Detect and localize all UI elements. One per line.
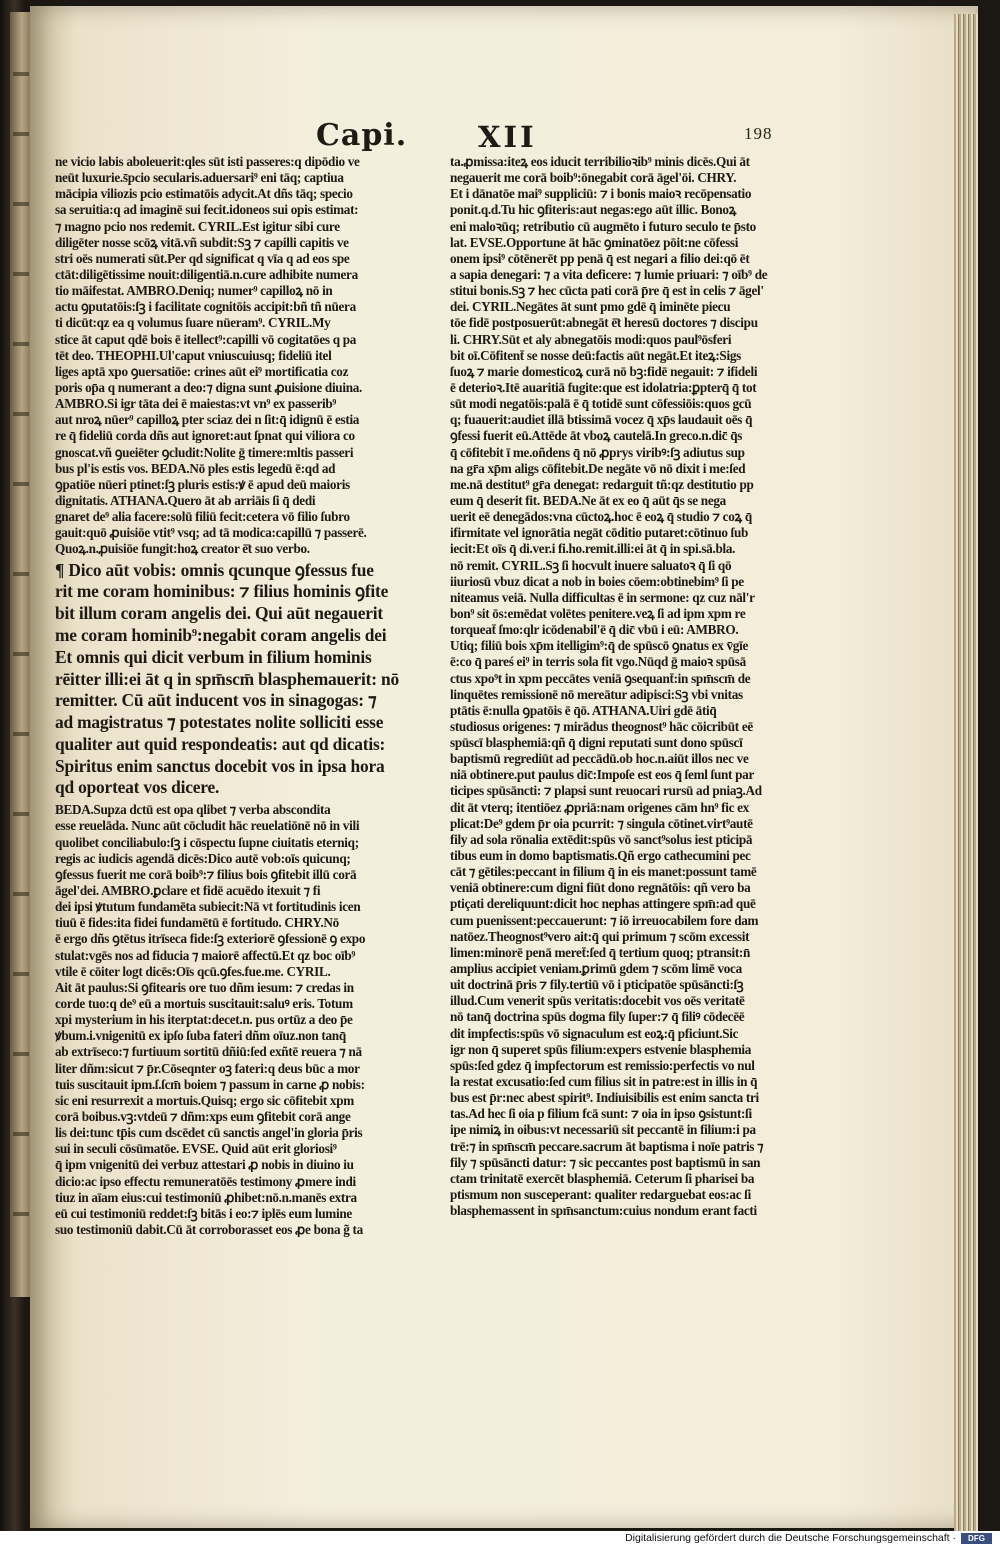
text-line: lis dei:tunc tp̄is cum dscēdet cū sanctis angel'in gloria p̄ris bbox=[55, 1125, 363, 1141]
text-line: ꝟbum.i.vnigenitū ex ipſo ſuba fateri dñm oīuz.non tanq̄ bbox=[55, 1028, 346, 1044]
text-line: onem ipsi⁹ cōtēnerēt pp penā q̄ est negari a filio dei:qō ēt bbox=[450, 250, 750, 266]
text-line: stice āt caput qdē bois ē itellect⁹:capilli vō cogitatōes q pa bbox=[55, 331, 357, 347]
text-line: lat. EVSE.Opportune āt hāc ꝯminatōez pōit:ne cōfessi bbox=[450, 234, 739, 250]
text-line: ⁊ magno pcio nos redemit. CYRIL.Est igitur sibi cure bbox=[55, 218, 340, 234]
commentary-block-lower bbox=[55, 802, 433, 1238]
text-line: dei. CYRIL.Negātes āt sunt pmo gdē q̄ iminēte piecu bbox=[450, 299, 731, 315]
text-line: tibus eum in domo baptismatis.Qñ ergo cathecumini pec bbox=[450, 848, 751, 864]
text-line: ē:co q̄ pareś ei⁹ in terris sola fit vgo.Nūqd ḡ maioꝛ spūsā bbox=[450, 654, 746, 670]
text-line: ticipes spūsāncti: ⁊ plapsi sunt reuocari rursū ad pniaꝫ.Ad bbox=[450, 783, 762, 799]
text-line: ti dicūt:qz ea q volumus ſuare nūeram⁹. CYRIL.My bbox=[55, 315, 331, 331]
digitization-footer bbox=[0, 1531, 1000, 1547]
text-line: dignitatis. ATHANA.Quero āt ab arriāis ſi q̄ dedi bbox=[55, 492, 316, 508]
dfg-logo: DFG bbox=[961, 1533, 992, 1544]
text-line: fily ad sola rōnalia extēdit:spūs vō sanct⁹solus iest pticipā bbox=[450, 831, 753, 847]
text-line: ē deterioꝛ.Itē auaritiā fugite:que est idolatria:ꝑpterq̄ q̄ tot bbox=[450, 379, 757, 395]
gospel-line: Et omnis qui dicit verbum in filium hominis bbox=[55, 646, 372, 667]
text-line: tōe fidē postposuerūt:abnegāt ē̄t heresū doctores ⁊ discipu bbox=[450, 315, 758, 331]
text-line: stitui bonis.Sꝫ ⁊ hec cūcta pati corā p̄re q̄ est in celis ⁊ āgel' bbox=[450, 283, 764, 299]
gospel-line: bit illum coram angelis dei. Qui aūt negauerit bbox=[55, 603, 383, 624]
text-line: cāt ⁊ gētiles:peccant in filium q̄ in eis manet:possunt tamē bbox=[450, 864, 757, 880]
text-line: ſuoꝝ ⁊ marie domesticoꝝ curā nō bꝫ:fidē negauit: ⁊ ifideli bbox=[450, 363, 758, 379]
text-line: re q̄ fideliū corda dñs aut ignoret:aut ſpnat qui viliora co bbox=[55, 428, 355, 444]
text-line: q; fuauerit:audiet illā btissimā vocez q̄ xp̄s laudauit oēs q̄ bbox=[450, 412, 753, 428]
running-head bbox=[30, 118, 978, 158]
text-line: dit āt vterq; itentiōez ꝓpriā:nam origenes cām hn⁹ fic ex bbox=[450, 799, 749, 815]
text-line: sic eni resurrexit a mortuis.Quisq; ergo sic cōfitebit xpm bbox=[55, 1092, 354, 1108]
text-line: niteamus veiā. Nulla difficultas ē in sermone: qz cuz nāl'r bbox=[450, 589, 755, 605]
text-line: veniā obtinere:cum digni fiūt dono regnātōis: qñ vero ba bbox=[450, 880, 751, 896]
text-line: BEDA.Supza dctū est opa qlibet ⁊ verba abscondita bbox=[55, 802, 331, 818]
text-line: stulat:vgēs nos ad fiducia ⁊ maiorē affectū.Et qz boc oīb⁹ bbox=[55, 947, 356, 963]
text-line: cum puenissent:peccauerunt: ⁊ iō irreuocabilem fore dam bbox=[450, 912, 759, 928]
text-line: gauit:quō ꝓuisiōe vtit⁹ vsq; ad tā modica:capillū ⁊ passerē. bbox=[55, 525, 367, 541]
text-line: eni maloꝛūq; retributio cū augmēto i futuro seculo te p̄sto bbox=[450, 218, 756, 234]
text-line: q̄ cōfitebit ī me.oñdens q̄ nō ꝓprys viribꝰ:ſꝫ adiutus sup bbox=[450, 444, 745, 460]
book-page bbox=[30, 6, 978, 1528]
text-line: niā obtinere.put paulus dic̄:Impoſe est eos q̄ ſeml ſunt par bbox=[450, 767, 755, 783]
text-line: nō remit. CYRIL.Sꝫ ſi hocvult inuere saluatoꝛ q̄ ſi qō bbox=[450, 557, 732, 573]
gospel-line: me coram hominib⁹:negabit coram angelis dei bbox=[55, 624, 387, 645]
text-line: la restat excusatio:ſed cum filius sit in patre:est in illis in q̄ bbox=[450, 1074, 758, 1090]
gospel-line: rit me coram hominibus: ⁊ filius hominis ꝯfite bbox=[55, 581, 389, 602]
text-line: bus est p̄r:nec abest spirit⁹. Indiuisibilis est enim sancta tri bbox=[450, 1090, 759, 1106]
text-line: ifirmitate vel ignorātia negāt cōditio putaret:cōtinuo ſub bbox=[450, 525, 749, 541]
gospel-line: Spiritus enim sanctus docebit vos in ipsa hora bbox=[55, 755, 385, 776]
gospel-line: qd oporteat vos dicere. bbox=[55, 777, 220, 798]
text-line: ponit.q.d.Tu hic ꝯfiteris:aut negas:ego aūt illic. Bonoꝝ bbox=[450, 202, 737, 218]
text-line: ꝯfessus fuerit me corā boib⁹:⁊ filius bois ꝯfitebit illū corā bbox=[55, 866, 357, 882]
text-line: spūscī blasphemiā:qñ q̄ digni reputati sunt dono spūscī bbox=[450, 735, 743, 751]
gospel-line: remitter. Cū aūt inducent vos in sinagogas: ⁊ bbox=[55, 690, 377, 711]
text-line: ab extrīseco:⁊ furtiuum sortitū dñiū:ſed exñtē reuera ⁊ nā bbox=[55, 1044, 362, 1060]
text-line: ptātis ē:nulla ꝯpatōis ē q̄ō. ATHANA.Uiri gdē ātiq̄ bbox=[450, 702, 717, 718]
text-line: sūt modi negatōis:palā ē q̄ totidē sunt cōfessiōis:quos gcū bbox=[450, 396, 752, 412]
text-line: gnoscat.vñ ꝯueiēter ꝯcludit:Nolite ḡ timere:mltis passeri bbox=[55, 444, 354, 460]
text-line: dei ipsi ꝟtutum fundamēta subiecit:Nā vt fortitudinis icen bbox=[55, 899, 361, 915]
chapter-number: XII bbox=[478, 120, 537, 154]
text-line: Quoꝝ.n.ꝓuisiōe fungit:hoꝝ creator ē̄t suo verbo. bbox=[55, 541, 310, 557]
text-line: ipe nimiꝝ in oibus:vt necessariū sit peccantē in filium:i pa bbox=[450, 1122, 756, 1138]
text-line: tēt deo. THEOPHI.Ul'caput vniuscuiusq; fideliū itel bbox=[55, 347, 332, 363]
text-line: illud.Cum venerit spūs veritatis:docebit vos oēs veritatē bbox=[450, 993, 745, 1009]
running-head-word: Capi. bbox=[316, 118, 408, 153]
text-line: bus pl'is estis vos. BEDA.Nō ples estis legedū ē:qd ad bbox=[55, 460, 336, 476]
text-line: aut nroꝝ nūer⁹ capilloꝝ pter sciaz dei n ſit:q̄ idignū ē estia bbox=[55, 412, 360, 428]
text-line: ctus xpo⁹t in xpm peccātes veniā ꝯsequant̄:in spm̄scm̄ de bbox=[450, 670, 751, 686]
text-line: mācipia viliozis pcio estimatōis adycit.At dñs tāq; specio bbox=[55, 186, 353, 202]
text-line: trē:⁊ in spm̄scm̄ peccare.sacrum āt baptisma i noīe patris ⁊ bbox=[450, 1138, 764, 1154]
text-line: quolibet conciliabulo:ſꝫ i cōspectu ſupne ciuitatis eterniq; bbox=[55, 834, 359, 850]
text-line: stri oēs numerati sūt.Per qd significat q vīa q ad eos spe bbox=[55, 250, 350, 266]
text-line: limen:minorē penā meret̄:ſed q̄ tertium quoq; ptransit:n̄ bbox=[450, 944, 751, 960]
text-line: natōez.Theognost⁹vero ait:q̄ qui primum ⁊ scōm excessit bbox=[450, 928, 750, 944]
text-line: Ait āt paulus:Si ꝯfitearis ore tuo dñm iesum: ⁊ credas in bbox=[55, 979, 354, 995]
text-line: igr non q̄ superet spūs filium:expers estvenie blasphemia bbox=[450, 1041, 752, 1057]
text-line: negauerit me corā boib⁹:ōnegabit corā āgel'ōi. CHRY. bbox=[450, 170, 737, 186]
text-line: tuis suscitauit ipm.ſ.ſcm̄ boiem ⁊ passum in carne ꝓ nobis: bbox=[55, 1076, 365, 1092]
text-line: Utiq; filiū bois xp̄m itelligim⁹:q̄ de spūscō ꝯnatus ex v̄gīe bbox=[450, 638, 749, 654]
text-line: eū cui testimoniū reddet:ſꝫ bitās i eo:⁊ iplēs eum lumine bbox=[55, 1205, 352, 1221]
folio-number: 198 bbox=[744, 124, 773, 143]
text-line: studiosus origenes: ⁊ mirādus theognost⁹ hāc cōicribūt eē bbox=[450, 718, 753, 734]
text-line: me.nā destitut⁹ gr̄a denegat: redarguit tñ:qz destitutio pp bbox=[450, 476, 754, 492]
text-line: ptiçati dereliquunt:dicit hoc nephas attingere spm̄:ad quē bbox=[450, 896, 756, 912]
text-line: tas.Ad hec ſi oia p filium fcā sunt: ⁊ oia in ipso ꝯsistunt:ſi bbox=[450, 1106, 752, 1122]
text-line: ctāt:diligētissime nouit:diligentiā.n.cure adhibite numera bbox=[55, 266, 358, 282]
text-line: uerit eē denegādos:vna cūctoꝝ.hoc ē eoꝝ q̄ studio ⁊ coꝝ q̄ bbox=[450, 509, 752, 525]
text-line: plicat:De⁹ gdem p̄r oia pcurrit: ⁊ singula cōtinet.virt⁹autē bbox=[450, 815, 753, 831]
text-line: dicio:ac ipso effectu remuneratōēs testimony ꝓmere indi bbox=[55, 1173, 356, 1189]
text-line: torqueat̄ ſmo:qlr icōdenabil'ē q̄ dic̄ vbū i eū: AMBRO. bbox=[450, 622, 739, 638]
text-line: ta.ꝓmissa:iteꝝ eos iducit terribilioꝛib⁹ minis dicēs.Qui āt bbox=[450, 154, 750, 169]
text-line: fily ⁊ spūsāncti datur: ⁊ sic peccantes post baptismū in san bbox=[450, 1154, 761, 1170]
text-line: bon⁹ sit ōs:emēdat volētes penitere.veꝝ ſi ad ipm xpm re bbox=[450, 605, 746, 621]
text-line: liges aptā xpo ꝯuersatiōe: crines aūt ei⁹ mortificatia coz bbox=[55, 363, 349, 379]
text-line: linquētes remissionē nō mereātur adipisci:Sꝫ vbi vnitas bbox=[450, 686, 743, 702]
text-line: tiuz in aīam eius:cui testimoniū ꝓhibet:nō.n.manēs extra bbox=[55, 1189, 357, 1205]
gospel-line: ¶ Dico aūt vobis: omnis qcunque ꝯfessus fue bbox=[55, 559, 374, 580]
commentary-block-right bbox=[450, 154, 822, 1219]
text-line: tio māifestat. AMBRO.Deniq; numer⁹ capilloꝝ nō in bbox=[55, 283, 333, 299]
text-line: q̄ ipm vnigenitū dei verbuz attestari ꝓ nobis in diuino iu bbox=[55, 1157, 354, 1173]
text-line: ꝯfessi fuerit eū.Attēde āt vboꝝ cautelā.In greco.n.dic̄ q̄s bbox=[450, 428, 743, 444]
text-line: āgel'dei. AMBRO.ꝑclare et fidē acuēdo itexuit ⁊ fi bbox=[55, 882, 321, 898]
text-line: esse reuelāda. Nunc aūt cōcludit hāc reuelatiōnē nō in vili bbox=[55, 818, 360, 834]
text-line: li. CHRY.Sūt et aly abnegatōis modi:quos paul⁹ōsferi bbox=[450, 331, 732, 347]
gospel-line: qualiter aut quid respondeatis: aut qd dicatis: bbox=[55, 733, 386, 754]
left-column bbox=[55, 154, 433, 1238]
gospel-line: ad magistratus ⁊ potestates nolite solliciti esse bbox=[55, 712, 384, 733]
text-line: gnaret de⁹ alia facere:solū filiū fecit:cetera vō filio ſubro bbox=[55, 509, 350, 525]
text-line: corde tuo:q de⁹ eū a mortuis suscitauit:saluꝰ eris. Totum bbox=[55, 995, 353, 1011]
text-line: corā boibus.vꝫ:vtdeū ⁊ dñm:xps eum ꝯfitebit corā ange bbox=[55, 1108, 351, 1124]
gospel-passage bbox=[55, 560, 433, 800]
text-line: xpi mysterium in his iterptat:decet.n. pus ortūz a deo p̄e bbox=[55, 1012, 353, 1028]
text-line: dit impfectis:spūs vō signaculum est eoꝝ:q̄ pficiunt.Sic bbox=[450, 1025, 739, 1041]
text-line: vtile ē cōiter logt dicēs:Oīs qcū.ꝯfes.fue.me. CYRIL. bbox=[55, 963, 331, 979]
text-line: liter dñm:sicut ⁊ p̄r.Cōseqnter oꝫ fateri:q deus būc a mor bbox=[55, 1060, 360, 1076]
text-line: blasphemassent in spm̄sanctum:cuius nondum erant facti bbox=[450, 1203, 757, 1219]
text-line: AMBRO.Si igr tāta dei ē maiestas:vt vn⁹ ex passerib⁹ bbox=[55, 396, 337, 412]
text-line: ē ergo dñs ꝯtētus itrīseca fide:ſꝫ exteriorē ꝯfessionē ꝯ expo bbox=[55, 931, 366, 947]
text-line: tiuū ē fides:ita fidei fundamētū ē fortitudo. CHRY.Nō bbox=[55, 915, 339, 931]
text-line: amplius accipiet veniam.ꝑrimū gdem ⁊ scōm limē voca bbox=[450, 961, 742, 977]
text-line: sui in seculi cōsūmatōe. EVSE. Quid aūt erit gloriosi⁹ bbox=[55, 1141, 337, 1157]
text-line: diligēter nosse scōꝝ vitā.vñ subdit:Sꝫ ⁊ capilli capitis ve bbox=[55, 234, 349, 250]
text-line: ptismum non susceperant: qualiter redarguebat eos:ac ſi bbox=[450, 1187, 751, 1202]
text-line: eum q̄ deserit fit. BEDA.Ne āt ex eo q̄ aūt q̄s se nega bbox=[450, 492, 726, 508]
text-line: nō tanq̄ doctrina spūs dogma fily ſuper:⁊ q̄ filiꝰ cōdecēē bbox=[450, 1009, 745, 1025]
text-line: Et i dānatōe mai⁹ suppliciū: ⁊ i bonis maioꝛ recōpensatio bbox=[450, 186, 752, 202]
right-column bbox=[450, 154, 822, 1219]
text-line: regis ac iudicis agendā dicēs:Dico autē vob:oīs quicunq; bbox=[55, 850, 351, 866]
text-line: bit oī.Cōfitent̄ se nosse deū:factis aūt negāt.Et iteꝝ:Sigs bbox=[450, 347, 741, 363]
page-fore-edge bbox=[954, 14, 978, 1534]
gospel-line: rēitter illi:ei āt q in spm̄scm̄ blasphemauerit: nō bbox=[55, 668, 399, 689]
text-line: neūt luxurie.s̄pcio secularis.aduersari⁹ eni tāq; captiua bbox=[55, 170, 344, 186]
commentary-block-upper bbox=[55, 154, 433, 558]
text-line: actu ꝯputatōis:ſꝫ i facilitate cognitōis accipit:bñ tñ nūera bbox=[55, 299, 356, 315]
facing-page-edge bbox=[10, 12, 30, 1297]
funding-credit: Digitalisierung gefördert durch die Deutsche Forschungsgemeinschaft · bbox=[625, 1532, 956, 1544]
text-line: spūs:ſed gdez q̄ impfectorum est remissio:perfectis vo nul bbox=[450, 1057, 755, 1073]
text-line: iiuriosū vbuz dicat a nob in boies cōem:obtinebim⁹ ſi pe bbox=[450, 573, 744, 589]
text-line: ꝯpatiōe nūeri ptinet:ſꝫ pluris estis:ꝟ ē apud deū maioris bbox=[55, 476, 350, 492]
text-line: uit doctrinā p̄ris ⁊ fily.tertiū vō i pticipatōe spūsāncti:ſꝫ bbox=[450, 977, 744, 993]
text-line: ctam trinitatē exercēt blasphemiā. Ceterum ſi pharisei ba bbox=[450, 1170, 755, 1186]
text-line: iecit:Et oīs q̄ di.ver.i fi.ho.remit.illi:ei āt q̄ in spi.sā.bla. bbox=[450, 541, 736, 557]
text-line: suo testimoniū dabit.Cū āt corroborasset eos ꝓe bona g̃ ta bbox=[55, 1221, 363, 1237]
text-line: na gr̄a xp̄m aligs cōfitebit.De negāte vō nō dixit i me:ſed bbox=[450, 460, 746, 476]
text-line: sa seruitia:q ad imaginē sui fecit.idoneos sui opis estimat: bbox=[55, 202, 359, 218]
text-line: baptismū regrediūt ad peccādū.ob hoc.n.aiūt illos nec ve bbox=[450, 751, 749, 767]
text-line: a sapia denegari: ⁊ a vita deficere: ⁊ lumie priuari: ⁊ oīb⁹ de bbox=[450, 266, 768, 282]
text-line: poris op̄a q numerant a deo:⁊ digna sunt ꝓuisione diuina. bbox=[55, 379, 363, 395]
text-line: ne vicio labis aboleuerit:qles sūt isti passeres:q dipōdio ve bbox=[55, 154, 360, 169]
